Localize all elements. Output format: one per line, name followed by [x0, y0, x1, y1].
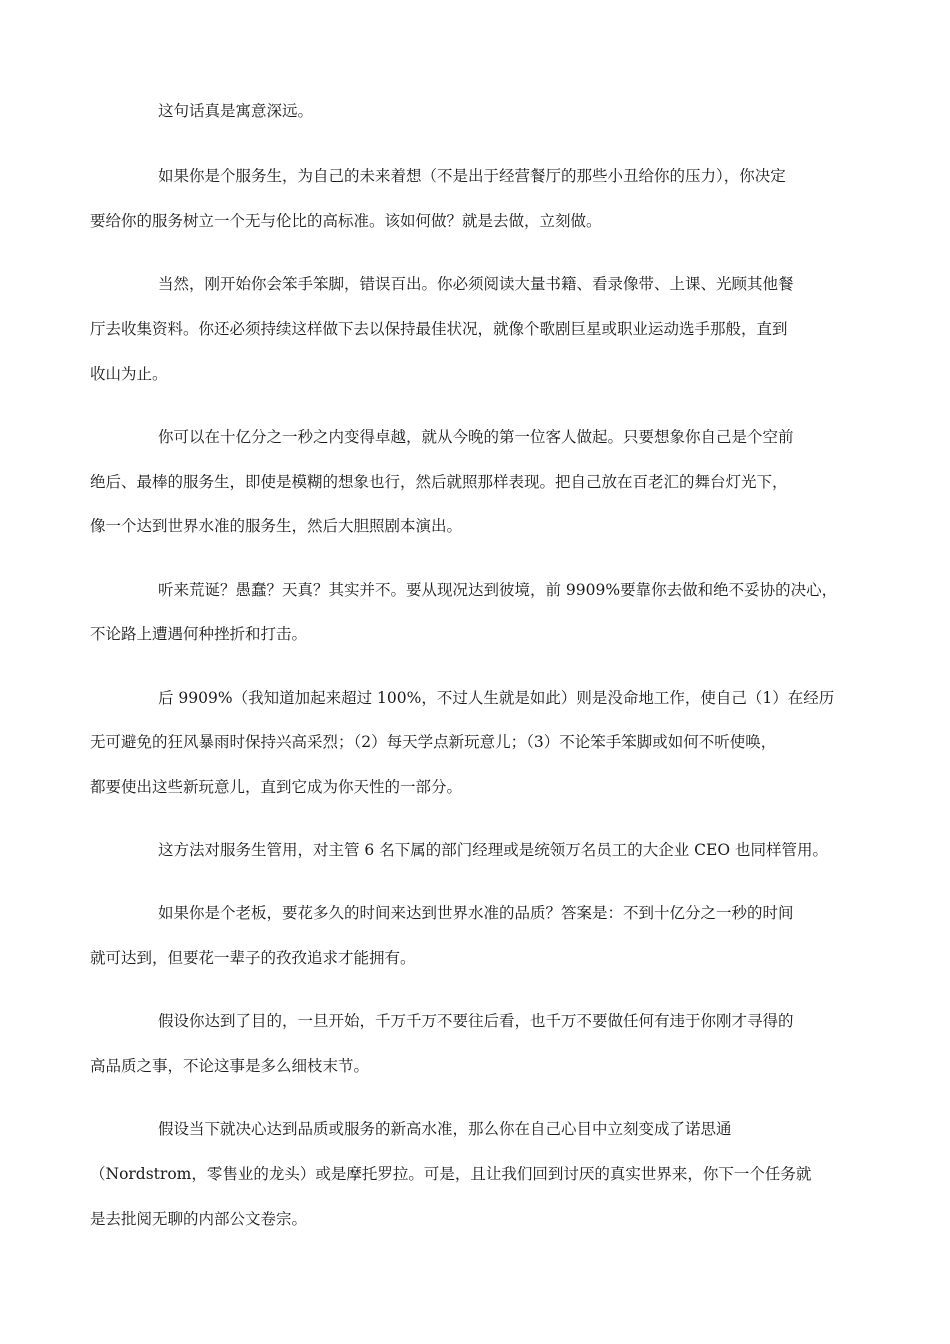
paragraph-line: 假设你达到了目的，一旦开始，千万千万不要往后看，也千万不要做任何有违于你刚才寻得的 [158, 1012, 794, 1030]
paragraph-line: 绝后、最棒的服务生，即使是模糊的想象也行，然后就照那样表现。把自己放在百老汇的舞台灯光下， [90, 473, 788, 491]
paragraph-line: 无可避免的狂风暴雨时保持兴高采烈；（2）每天学点新玩意儿；（3）不论笨手笨脚或如何不听使唤， [90, 733, 777, 751]
paragraph-line: 这方法对服务生管用，对主管 6 名下属的部门经理或是统领万名员工的大企业 CEO 也同样管用。 [158, 841, 828, 859]
paragraph-line: 这句话真是寓意深远。 [158, 102, 314, 120]
paragraph-line: 如果你是个老板，要花多久的时间来达到世界水准的品质？答案是：不到十亿分之一秒的时间 [158, 904, 794, 922]
paragraph-line: 不论路上遭遇何种挫折和打击。 [90, 625, 308, 643]
paragraph-line: 就可达到，但要花一辈子的孜孜追求才能拥有。 [90, 949, 416, 967]
paragraph-line: 要给你的服务树立一个无与伦比的高标准。该如何做？就是去做，立刻做。 [90, 212, 602, 230]
paragraph-line: 收山为止。 [90, 365, 168, 383]
paragraph-line: 假设当下就决心达到品质或服务的新高水准，那么你在自己心目中立刻变成了诺思通 [158, 1120, 732, 1138]
paragraph-line: 如果你是个服务生，为自己的未来着想（不是出于经营餐厅的那些小丑给你的压力），你决定 [158, 167, 786, 185]
paragraph-line: 听来荒诞？愚蠢？天真？其实并不。要从现况达到彼境，前 9909%要靠你去做和绝不妥协的决心， [158, 581, 838, 599]
paragraph-line: 像一个达到世界水准的服务生，然后大胆照剧本演出。 [90, 517, 463, 535]
paragraph-line: 你可以在十亿分之一秒之内变得卓越，就从今晚的第一位客人做起。只要想象你自己是个空前 [158, 428, 794, 446]
paragraph-line: 后 9909%（我知道加起来超过 100%，不过人生就是如此）则是没命地工作，使自己（1）在经历 [158, 689, 835, 707]
paragraph-line: （Nordstrom，零售业的龙头）或是摩托罗拉。可是，且让我们回到讨厌的真实世界来，你下一个任务就 [90, 1165, 812, 1183]
paragraph-line: 当然，刚开始你会笨手笨脚，错误百出。你必须阅读大量书籍、看录像带、上课、光顾其他餐 [158, 275, 794, 293]
paragraph-line: 高品质之事，不论这事是多么细枝末节。 [90, 1057, 370, 1075]
paragraph-line: 是去批阅无聊的内部公文卷宗。 [90, 1210, 308, 1228]
paragraph-line: 都要使出这些新玩意儿，直到它成为你天性的一部分。 [90, 778, 463, 796]
paragraph-line: 厅去收集资料。你还必须持续这样做下去以保持最佳状况，就像个歌剧巨星或职业运动选手那般，直到 [90, 320, 788, 338]
